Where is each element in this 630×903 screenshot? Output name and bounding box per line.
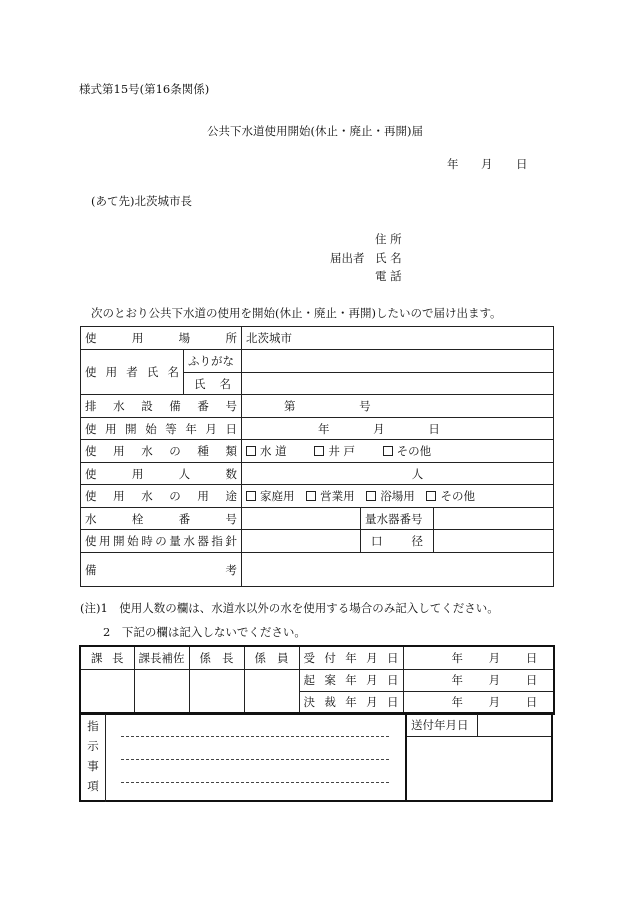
- seal-hosa[interactable]: [134, 669, 189, 714]
- meter-no-label: 量水器番号: [361, 508, 434, 530]
- start-day: 日: [428, 421, 440, 436]
- dashed-line: [121, 736, 389, 737]
- form-title: 公共下水道使用開始(休止・廃止・再開)届: [207, 124, 423, 138]
- addressee: (あて先)北茨城市長: [91, 194, 192, 208]
- date-month: 月: [481, 157, 493, 171]
- checkbox-icon: [383, 446, 393, 456]
- purpose-label-cell: 使 用 水 の 用 途: [81, 485, 242, 508]
- received-year: 年: [451, 650, 463, 665]
- start-date-field[interactable]: [242, 418, 554, 440]
- date-day: 日: [516, 157, 528, 171]
- checkbox-icon: [426, 491, 436, 501]
- checkbox-icon: [306, 491, 316, 501]
- place-label-cell: 使 用 場 所: [81, 327, 242, 350]
- start-date-label-cell: 使 用 開 始 等 年 月 日: [81, 418, 242, 440]
- send-date-area[interactable]: [407, 737, 551, 800]
- approval-day: 日: [525, 695, 538, 710]
- user-name-label-cell: 使 用 者 氏 名: [81, 350, 184, 395]
- approval-date-field[interactable]: [403, 691, 554, 714]
- office-approval-table: [79, 645, 555, 715]
- draft-date-field[interactable]: [403, 669, 554, 691]
- meter-no-field[interactable]: [434, 508, 554, 530]
- facility-dai: 第: [284, 399, 296, 413]
- send-date-label: [407, 714, 478, 737]
- form-number: 様式第15号(第16条関係): [79, 82, 210, 96]
- water-type-field: [242, 440, 554, 463]
- purpose-label: 営業用: [320, 489, 355, 503]
- facility-go: 号: [359, 399, 371, 413]
- phone-label: 電 話: [375, 269, 402, 283]
- approval-year: 年: [451, 695, 463, 710]
- instruction-char: 項: [87, 779, 99, 793]
- send-date-label-text: 送付年月日: [411, 718, 469, 732]
- purpose-field: [242, 485, 554, 508]
- seal-kakaricho[interactable]: [189, 669, 244, 714]
- water-type-label-cell: 使 用 水 の 種 類: [81, 440, 242, 463]
- address-label: 住 所: [375, 232, 402, 246]
- instruction-char: 示: [87, 739, 99, 753]
- start-year: 年: [318, 421, 330, 436]
- intro-text: 次のとおり公共下水道の使用を開始(休止・廃止・再開)したいので届け出ます。: [91, 306, 502, 320]
- checkbox-icon: [246, 491, 256, 501]
- users-unit: 人: [411, 466, 424, 481]
- furigana-label: ふりがな: [188, 354, 234, 368]
- meter-reading-field[interactable]: [242, 530, 361, 553]
- facility-number-field[interactable]: [242, 395, 554, 418]
- applicant-role: 届出者: [330, 251, 365, 265]
- purpose-option[interactable]: [306, 489, 355, 503]
- facility-label-cell: 排 水 設 備 番 号: [81, 395, 242, 418]
- water-type-label: 井 戸: [328, 444, 355, 458]
- date-year: 年: [447, 157, 459, 171]
- role-kakaricho: 係 長: [189, 646, 244, 669]
- send-date-field[interactable]: [478, 714, 551, 737]
- users-label-cell: 使 用 人 数: [81, 463, 242, 485]
- hydrant-field[interactable]: [242, 508, 361, 530]
- note-2: 2 下記の欄は記入しないでください。: [103, 625, 306, 639]
- received-month: 月: [488, 650, 501, 665]
- checkbox-icon: [314, 446, 324, 456]
- applicant-name-label: 氏 名: [375, 251, 402, 265]
- draft-date-label: 起 案 年 月 日: [299, 669, 403, 691]
- instruction-char: 指: [87, 719, 99, 733]
- place-value[interactable]: 北茨城市: [242, 327, 554, 350]
- furigana-label-cell: [184, 350, 242, 373]
- checkbox-icon: [366, 491, 376, 501]
- received-date-label: 受 付 年 月 日: [299, 646, 403, 669]
- purpose-label: 家庭用: [260, 489, 295, 503]
- purpose-option[interactable]: [366, 489, 415, 503]
- received-day: 日: [525, 650, 538, 665]
- water-type-label: その他: [396, 444, 432, 458]
- water-type-option[interactable]: [383, 444, 432, 458]
- role-kacho: 課 長: [80, 646, 134, 669]
- bore-label-cell: 口 径: [361, 530, 434, 553]
- instruction-label: [81, 714, 106, 802]
- meter-reading-label-cell: 使 用 開 始 時 の 量 水 器 指 針: [81, 530, 242, 553]
- seal-kacho[interactable]: [80, 669, 134, 714]
- main-form-table: [80, 326, 554, 587]
- instruction-char: 事: [87, 759, 99, 773]
- start-month: 月: [373, 421, 385, 436]
- purpose-label: 浴場用: [380, 489, 415, 503]
- purpose-label: その他: [440, 489, 475, 503]
- draft-day: 日: [525, 673, 538, 687]
- remarks-field[interactable]: [242, 553, 554, 587]
- dashed-line: [121, 759, 389, 760]
- seal-kakariin[interactable]: [244, 669, 299, 714]
- purpose-option[interactable]: [426, 489, 475, 503]
- hydrant-label-cell: 水 栓 番 号: [81, 508, 242, 530]
- draft-month: 月: [488, 673, 501, 687]
- instruction-field[interactable]: [106, 714, 407, 800]
- users-field[interactable]: [242, 463, 554, 485]
- furigana-field[interactable]: [242, 350, 554, 373]
- purpose-option[interactable]: [246, 489, 295, 503]
- approval-date-label: 決 裁 年 月 日: [299, 691, 403, 714]
- water-type-option[interactable]: [314, 444, 355, 458]
- note-1: (注)1 使用人数の欄は、水道水以外の水を使用する場合のみ記入してください。: [80, 601, 499, 615]
- received-date-field[interactable]: [403, 646, 554, 669]
- water-type-option[interactable]: [246, 444, 287, 458]
- draft-year: 年: [451, 673, 463, 687]
- bore-field[interactable]: [434, 530, 554, 553]
- remarks-label-cell: 備 考: [81, 553, 242, 587]
- dashed-line: [121, 782, 389, 783]
- role-kakariin: 係 員: [244, 646, 299, 669]
- instruction-block: [79, 712, 553, 802]
- name-field[interactable]: [242, 373, 554, 395]
- water-type-label: 水 道: [260, 444, 287, 458]
- role-hosa: 課長補佐: [134, 646, 189, 669]
- approval-month: 月: [488, 695, 501, 710]
- checkbox-icon: [246, 446, 256, 456]
- name-label-cell: 氏 名: [184, 373, 242, 395]
